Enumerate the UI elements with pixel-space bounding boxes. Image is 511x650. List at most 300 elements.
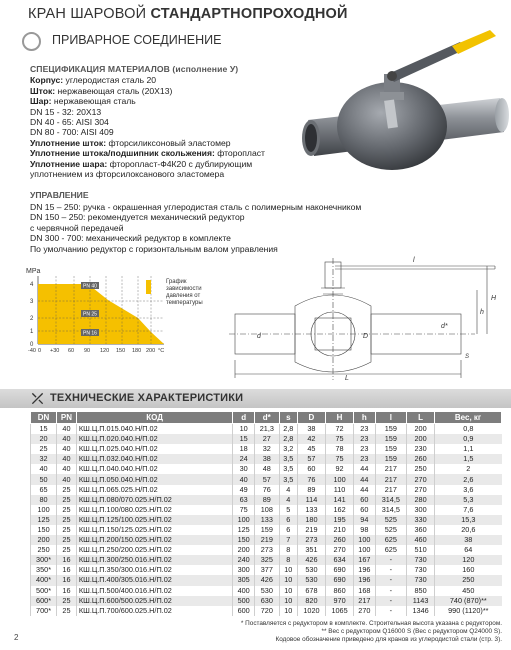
table-cell: 2,8 [279,424,297,435]
table-cell: 40 [57,464,77,474]
table-cell: 426 [254,575,279,585]
table-cell: 159 [375,424,406,435]
table-row [31,586,502,596]
table-cell: 32 [254,444,279,454]
table-cell: 40 [57,424,77,435]
table-cell: КШ.Ц.П.040.040.Н/П.02 [76,464,233,474]
table-cell: 40 [233,474,255,484]
table-cell: 2,8 [279,434,297,444]
table-cell: 94 [354,515,376,525]
table-cell: 150 [31,525,57,535]
table-row [31,606,502,616]
table-cell: 525 [375,525,406,535]
table-cell: 426 [297,555,325,565]
graph-x-tick: -40 [28,348,36,354]
table-cell: 57 [297,454,325,464]
pn16-label: PN 16 [83,330,97,337]
table-cell: 16 [57,555,77,565]
table-cell: 120 [435,555,502,565]
table-cell: 850 [407,586,435,596]
table-cell: 1065 [326,606,354,616]
table-cell: 1,1 [435,444,502,454]
spec-label: Корпус: [30,75,64,86]
graph-caption-2: зависимости [166,286,202,292]
table-row [31,555,502,565]
spec-text: DN 80 - 700: AISI 409 [30,127,114,138]
spec-text: фторсиликсоновый эластомер [106,137,231,148]
spec-text: DN 40 - 65: AISI 304 [30,117,109,128]
valve-photo-illustration [300,28,510,178]
spec-row [30,96,320,106]
table-cell: 133 [254,515,279,525]
table-cell: КШ.Ц.П.050.040.Н/П.02 [76,474,233,484]
table-cell: 3,5 [279,464,297,474]
table-cell: - [375,606,406,616]
table-row [31,454,502,464]
table-cell: 270 [407,485,435,495]
table-cell: 89 [297,485,325,495]
table-cell: КШ.Ц.П.080/070.025.Н/П.02 [76,495,233,505]
table-cell: 7 [279,535,297,545]
table-cell: 350* [31,565,57,575]
table-cell: 525 [375,515,406,525]
table-cell: 40 [57,454,77,464]
table-cell: 65 [31,485,57,495]
table-cell: 5 [279,505,297,515]
table-cell: КШ.Ц.П.032.040.Н/П.02 [76,454,233,464]
table-cell: 4 [279,495,297,505]
label-H: H [491,295,497,302]
table-cell: 200 [407,424,435,435]
table-cell: 400 [233,586,255,596]
table-cell: 25 [57,515,77,525]
table-cell: 44 [354,485,376,495]
table-cell: 16 [57,586,77,596]
table-cell: 690 [326,575,354,585]
pn25-label: PN 25 [83,311,97,318]
table-cell: 15 [31,424,57,435]
table-cell: 400* [31,575,57,585]
table-row [31,485,502,495]
table-body [31,424,502,616]
table-cell: 460 [407,535,435,545]
table-cell: 217 [375,464,406,474]
table-cell: 3,5 [279,454,297,464]
table-cell: 270 [407,474,435,484]
table-cell: 300 [407,505,435,515]
table-cell: 60 [297,464,325,474]
table-cell: 133 [297,505,325,515]
table-cell: 700* [31,606,57,616]
table-cell: 1020 [297,606,325,616]
table-cell: 114 [297,495,325,505]
label-s: S [465,354,470,360]
table-cell: 10 [279,575,297,585]
table-cell: 92 [326,464,354,474]
table-cell: 730 [407,575,435,585]
label-d-star: d* [441,323,448,330]
table-cell: 250 [435,575,502,585]
table-cell: 72 [326,424,354,435]
table-cell: 720 [254,606,279,616]
table-cell: 325 [254,555,279,565]
table-cell: КШ.Ц.П.400/305.016.Н/П.02 [76,575,233,585]
table-cell: 625 [375,545,406,555]
table-cell: 217 [375,474,406,484]
spec-text: нержавеющая сталь [51,96,136,107]
table-cell: 195 [326,515,354,525]
label-d: d [257,333,261,340]
table-cell: 260 [326,535,354,545]
table-cell: 377 [254,565,279,575]
table-row [31,444,502,454]
table-row [31,505,502,515]
table-cell: 6 [279,525,297,535]
table-cell: 314,5 [375,505,406,515]
table-cell: 150 [233,535,255,545]
table-cell: 25 [31,444,57,454]
table-cell: 18 [233,444,255,454]
table-cell: 24 [233,454,255,464]
technical-drawing [225,254,510,384]
table-row [31,596,502,606]
spec-text: DN 15 - 32: 20Х13 [30,106,102,117]
table-cell: 20 [31,434,57,444]
table-row [31,535,502,545]
table-cell: 273 [297,535,325,545]
control-rows [30,201,362,255]
graph-y-tick: 1 [30,329,34,335]
table-cell: 25 [57,485,77,495]
table-cell: 530 [297,565,325,575]
graph-caption-3: давления от [166,293,201,299]
table-cell: 200 [233,545,255,555]
table-cell: 8 [279,545,297,555]
table-cell: 7,6 [435,505,502,515]
table-cell: 678 [297,586,325,596]
table-cell: 0,8 [435,424,502,435]
spec-label: Шток: [30,85,56,96]
table-cell: 76 [254,485,279,495]
table-cell: 210 [326,525,354,535]
table-row [31,515,502,525]
table-cell: 273 [254,545,279,555]
table-cell: 10 [279,565,297,575]
column-header: D [297,412,325,424]
control-section [30,190,362,255]
table-cell: 40 [57,474,77,484]
table-cell: 60 [354,505,376,515]
footnote-2: ** Вес с редуктором Q16000 S (Вес с редуктором Q24000 S). [321,627,502,635]
table-cell: 160 [435,565,502,575]
table-cell: 100 [354,545,376,555]
table-cell: 600 [233,606,255,616]
table-cell: 63 [233,495,255,505]
table-cell: 80 [31,495,57,505]
pressure-temperature-graph [26,266,216,376]
table-cell: 168 [354,586,376,596]
table-cell: 159 [375,454,406,464]
table-cell: 625 [375,535,406,545]
table-cell: 330 [407,515,435,525]
table-cell: 530 [254,586,279,596]
table-cell: 1346 [407,606,435,616]
graph-caption-1: График [166,279,187,285]
table-cell: 167 [354,555,376,565]
table-cell: 690 [326,565,354,575]
table-cell: 100 [233,515,255,525]
table-cell: 10 [279,606,297,616]
spec-row [30,127,320,137]
table-cell: 141 [326,495,354,505]
table-cell: КШ.Ц.П.250/200.025.Н/П.02 [76,545,233,555]
table-cell: 49 [233,485,255,495]
table-cell: 240 [233,555,255,565]
table-cell: 217 [354,596,376,606]
table-cell: 21,3 [254,424,279,435]
graph-x-tick: 200 [146,348,156,354]
table-cell: 5,3 [435,495,502,505]
table-cell: 300* [31,555,57,565]
table-cell: 15,3 [435,515,502,525]
table-cell: КШ.Ц.П.020.040.Н/П.02 [76,434,233,444]
table-cell: 125 [31,515,57,525]
graph-x-tick: +30 [50,348,60,354]
label-l: l [413,257,415,264]
table-cell: 44 [354,474,376,484]
table-cell: 25 [57,495,77,505]
column-header: DN [31,412,57,424]
table-cell: 42 [297,434,325,444]
table-cell: 270 [354,606,376,616]
column-header: d [233,412,255,424]
table-cell: 1143 [407,596,435,606]
table-cell: 40 [57,434,77,444]
table-cell: 820 [297,596,325,606]
table-cell: 6 [279,515,297,525]
table-cell: 64 [435,545,502,555]
column-header: l [375,412,406,424]
specification-heading: СПЕЦИФИКАЦИЯ МАТЕРИАЛОВ (исполнение У) [30,64,239,74]
table-cell: 990 (1120)** [435,606,502,616]
table-cell: 44 [354,464,376,474]
table-cell: 219 [297,525,325,535]
table-cell: 100 [354,535,376,545]
table-cell: 200 [31,535,57,545]
wrench-icon [30,391,45,406]
table-cell: КШ.Ц.П.100/080.025.Н/П.02 [76,505,233,515]
table-cell: 98 [354,525,376,535]
table-cell: 108 [254,505,279,515]
table-cell: КШ.Ц.П.300/250.016.Н/П.02 [76,555,233,565]
footnotes [241,620,502,643]
table-cell: КШ.Ц.П.350/300.016.Н/П.02 [76,565,233,575]
table-cell: 40 [31,464,57,474]
subtitle-row [22,30,322,56]
graph-fill-area [38,284,164,344]
table-cell: КШ.Ц.П.600/500.025.Н/П.02 [76,596,233,606]
table-cell: 314,5 [375,495,406,505]
control-row: с червячной передачей [30,222,124,233]
table-header-row [31,412,502,424]
spec-label: Шар: [30,96,52,107]
table-cell: 38 [297,424,325,435]
footnote-3: Кодовое обозначение приведено для кранов из углеродистой стали (стр. 3). [275,635,502,643]
table-cell: 10 [279,586,297,596]
graph-y-tick: 4 [30,282,34,288]
tech-table [30,411,502,616]
spec-row [30,75,320,85]
table-cell: 634 [326,555,354,565]
column-header: Вес, кг [435,412,502,424]
tech-heading: ТЕХНИЧЕСКИЕ ХАРАКТЕРИСТИКИ [50,392,244,404]
table-cell: 230 [407,444,435,454]
table-cell: КШ.Ц.П.150/125.025.Н/П.02 [76,525,233,535]
control-row: По умолчанию редуктор с горизонтальным валом управления [30,243,278,254]
table-cell: 300 [233,565,255,575]
control-row: DN 15 – 250: ручка - окрашенная углеродистая сталь с полимерным наконечником [30,201,362,212]
column-header: d* [254,412,279,424]
table-cell: 280 [407,495,435,505]
table-cell: 2 [435,464,502,474]
table-cell: КШ.Ц.П.700/600.025.Н/П.02 [76,606,233,616]
graph-x-tick: 60 [68,348,75,354]
table-cell: 16 [57,565,77,575]
table-cell: 57 [254,474,279,484]
footnote-1: * Поставляется с редуктором в комплекте. Строительная высота указана с редуктором. [240,620,502,627]
graph-x-tick: 150 [116,348,126,354]
table-cell: 196 [354,565,376,575]
control-row: DN 150 – 250: рекомендуется механический редуктор [30,212,245,223]
page-number: 2 [14,633,19,642]
table-cell: 217 [375,485,406,495]
column-header: h [354,412,376,424]
table-cell: 60 [354,495,376,505]
table-cell: 730 [407,565,435,575]
table-cell: 260 [407,454,435,464]
table-cell: - [375,555,406,565]
column-header: L [407,412,435,424]
title-light: КРАН ШАРОВОЙ [28,6,151,22]
table-cell: 500* [31,586,57,596]
table-cell: КШ.Ц.П.065.025.Н/П.02 [76,485,233,495]
table-cell: 10 [279,596,297,606]
table-cell: 25 [57,505,77,515]
table-cell: - [375,586,406,596]
spec-row [30,86,320,96]
specification-section [30,64,320,179]
table-cell: 270 [326,545,354,555]
graph-x-tick: 0 [38,348,42,354]
table-cell: 219 [254,535,279,545]
graph-caption-4: температуры [166,300,203,306]
table-cell: - [375,596,406,606]
table-cell: 25 [57,545,77,555]
table-cell: 48 [254,464,279,474]
spec-row [30,159,320,169]
table-cell: 196 [354,575,376,585]
table-cell: 89 [254,495,279,505]
table-cell: 40 [57,444,77,454]
column-header: КОД [76,412,233,424]
table-cell: 75 [233,505,255,515]
table-row [31,474,502,484]
table-cell: 20,6 [435,525,502,535]
graph-x-tick: 180 [132,348,142,354]
label-D: D [363,333,369,340]
table-cell: КШ.Ц.П.200/150.025.Н/П.02 [76,535,233,545]
table-cell: 78 [326,444,354,454]
spec-text: углеродистая сталь 20 [63,75,157,86]
table-cell: 100 [326,474,354,484]
spec-row [30,138,320,148]
spec-text: уплотнением из фторсилоксанового эластомера [30,169,225,180]
control-row: DN 300 - 700: механический редуктор в комплекте [30,233,231,244]
table-cell: 250 [31,545,57,555]
table-cell: 180 [297,515,325,525]
specification-rows [30,75,320,179]
title-bold: СТАНДАРТНОПРОХОДНОЙ [150,6,348,22]
table-cell: 38 [254,454,279,464]
label-h: h [480,309,484,316]
graph-y-tick: 0 [30,342,34,348]
table-cell: 305 [233,575,255,585]
table-cell: 159 [375,444,406,454]
spec-row [30,117,320,127]
table-cell: 8 [279,555,297,565]
spec-label: Уплотнение штока/подшипник скольжения: [30,148,215,159]
table-cell: 38 [435,535,502,545]
table-cell: 25 [57,596,77,606]
spec-row [30,107,320,117]
graph-y-tick: 2 [30,316,34,322]
table-cell: 740 (870)** [435,596,502,606]
table-cell: - [375,575,406,585]
page-title [28,6,348,22]
table-cell: 159 [254,525,279,535]
spec-label: Уплотнение шара: [30,158,108,169]
graph-x-tick: 90 [84,348,91,354]
table-cell: 510 [407,545,435,555]
table-cell: 15 [233,434,255,444]
table-cell: 100 [31,505,57,515]
column-header: PN [57,412,77,424]
table-cell: 23 [354,454,376,464]
pn40-label: PN 40 [83,283,97,290]
table-row [31,464,502,474]
table-row [31,424,502,435]
spec-text: фторопласт-Ф4К20 с дублирующим [107,158,253,169]
spec-text: фторопласт [214,148,265,159]
table-cell: 3,2 [279,444,297,454]
table-row [31,525,502,535]
table-cell: 32 [31,454,57,464]
table-cell: 730 [407,555,435,565]
control-heading: УПРАВЛЕНИЕ [30,190,89,200]
table-cell: КШ.Ц.П.125/100.025.Н/П.02 [76,515,233,525]
graph-x-tick: 120 [100,348,110,354]
table-row [31,434,502,444]
table-cell: 250 [407,464,435,474]
table-cell: 970 [326,596,354,606]
table-row [31,495,502,505]
table-cell: 75 [326,434,354,444]
table-cell: 360 [407,525,435,535]
tech-heading-bar [0,389,511,408]
table-cell: 23 [354,424,376,435]
table-cell: КШ.Ц.П.025.040.Н/П.02 [76,444,233,454]
spec-row [30,148,320,158]
